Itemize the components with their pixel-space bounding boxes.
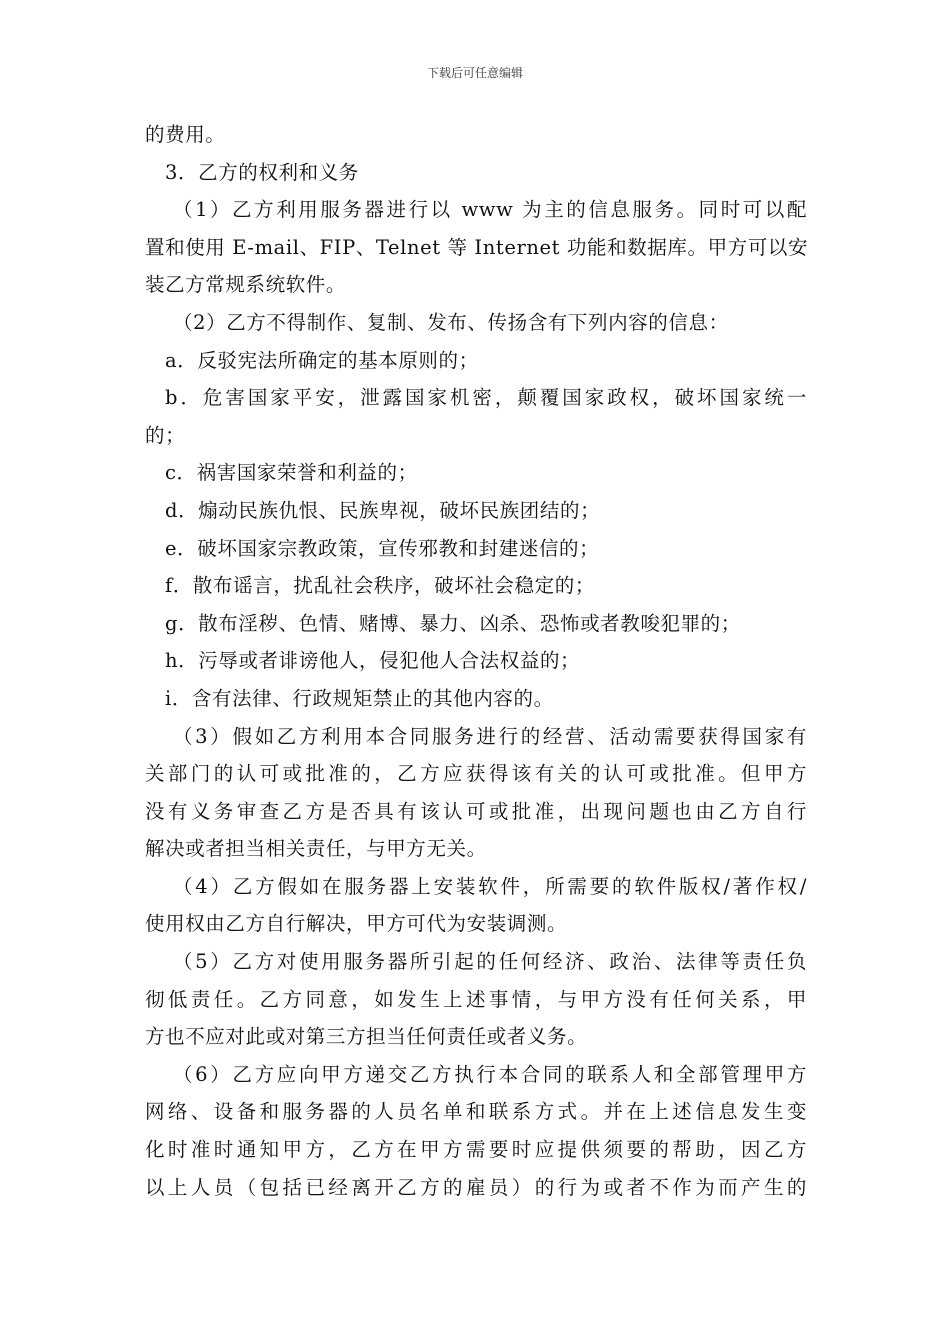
text-line: 解决或者担当相关责任，与甲方无关。 — [145, 837, 487, 861]
text-line: 关部门的认可或批准的，乙方应获得该有关的认可或批准。但甲方 — [145, 762, 807, 786]
document-body — [145, 116, 807, 1206]
text-line: h．污辱或者诽谤他人，侵犯他人合法权益的； — [165, 649, 581, 673]
text-line: （5）乙方对使用服务器所引起的任何经济、政治、法律等责任负 — [173, 950, 807, 974]
text-line: 3．乙方的权利和义务 — [165, 160, 359, 184]
text-line: 没有义务审查乙方是否具有该认可或批准，出现问题也由乙方自行 — [145, 799, 807, 823]
text-line: 化时准时通知甲方，乙方在甲方需要时应提供须要的帮助，因乙方 — [145, 1138, 807, 1162]
text-line: （1）乙方利用服务器进行以 www 为主的信息服务。同时可以配 — [173, 198, 807, 222]
text-line: b．危害国家平安，泄露国家机密，颠覆国家政权，破坏国家统一 — [165, 386, 807, 410]
text-line: a．反驳宪法所确定的基本原则的； — [165, 348, 479, 372]
page-header: 下载后可任意编辑 — [426, 66, 523, 80]
text-line: 的费用。 — [145, 123, 226, 146]
text-line: 使用权由乙方自行解决，甲方可代为安装调测。 — [145, 912, 568, 936]
text-line: 的； — [145, 423, 186, 447]
text-line: （2）乙方不得制作、复制、发布、传扬含有下列内容的信息： — [173, 310, 729, 334]
text-line: （4）乙方假如在服务器上安装软件，所需要的软件版权/著作权/ — [173, 874, 807, 898]
text-line: 以上人员（包括已经离开乙方的雇员）的行为或者不作为而产生的 — [145, 1175, 807, 1199]
text-line: 网络、设备和服务器的人员名单和联系方式。并在上述信息发生变 — [145, 1100, 807, 1124]
text-line: 方也不应对此或对第三方担当任何责任或者义务。 — [145, 1025, 588, 1049]
text-line: g．散布淫秽、色情、赌博、暴力、凶杀、恐怖或者教唆犯罪的； — [165, 611, 741, 635]
text-line: 装乙方常规系统软件。 — [145, 273, 347, 297]
text-line: i．含有法律、行政规矩禁止的其他内容的。 — [165, 686, 554, 710]
text-line: c．祸害国家荣誉和利益的； — [165, 461, 418, 485]
text-line: e．破坏国家宗教政策，宣传邪教和封建迷信的； — [165, 536, 600, 560]
text-line: f．散布谣言，扰乱社会秩序，破坏社会稳定的； — [165, 574, 595, 598]
text-line: （6）乙方应向甲方递交乙方执行本合同的联系人和全部管理甲方 — [173, 1062, 807, 1086]
text-line: 彻低责任。乙方同意，如发生上述事情，与甲方没有任何关系，甲 — [145, 987, 807, 1011]
text-line: （3）假如乙方利用本合同服务进行的经营、活动需要获得国家有 — [173, 724, 807, 748]
text-line: d．煽动民族仇恨、民族卑视，破坏民族团结的； — [165, 498, 601, 522]
text-line: 置和使用 E-mail、FIP、Telnet 等 Internet 功能和数据库。甲方可以安 — [145, 235, 809, 259]
